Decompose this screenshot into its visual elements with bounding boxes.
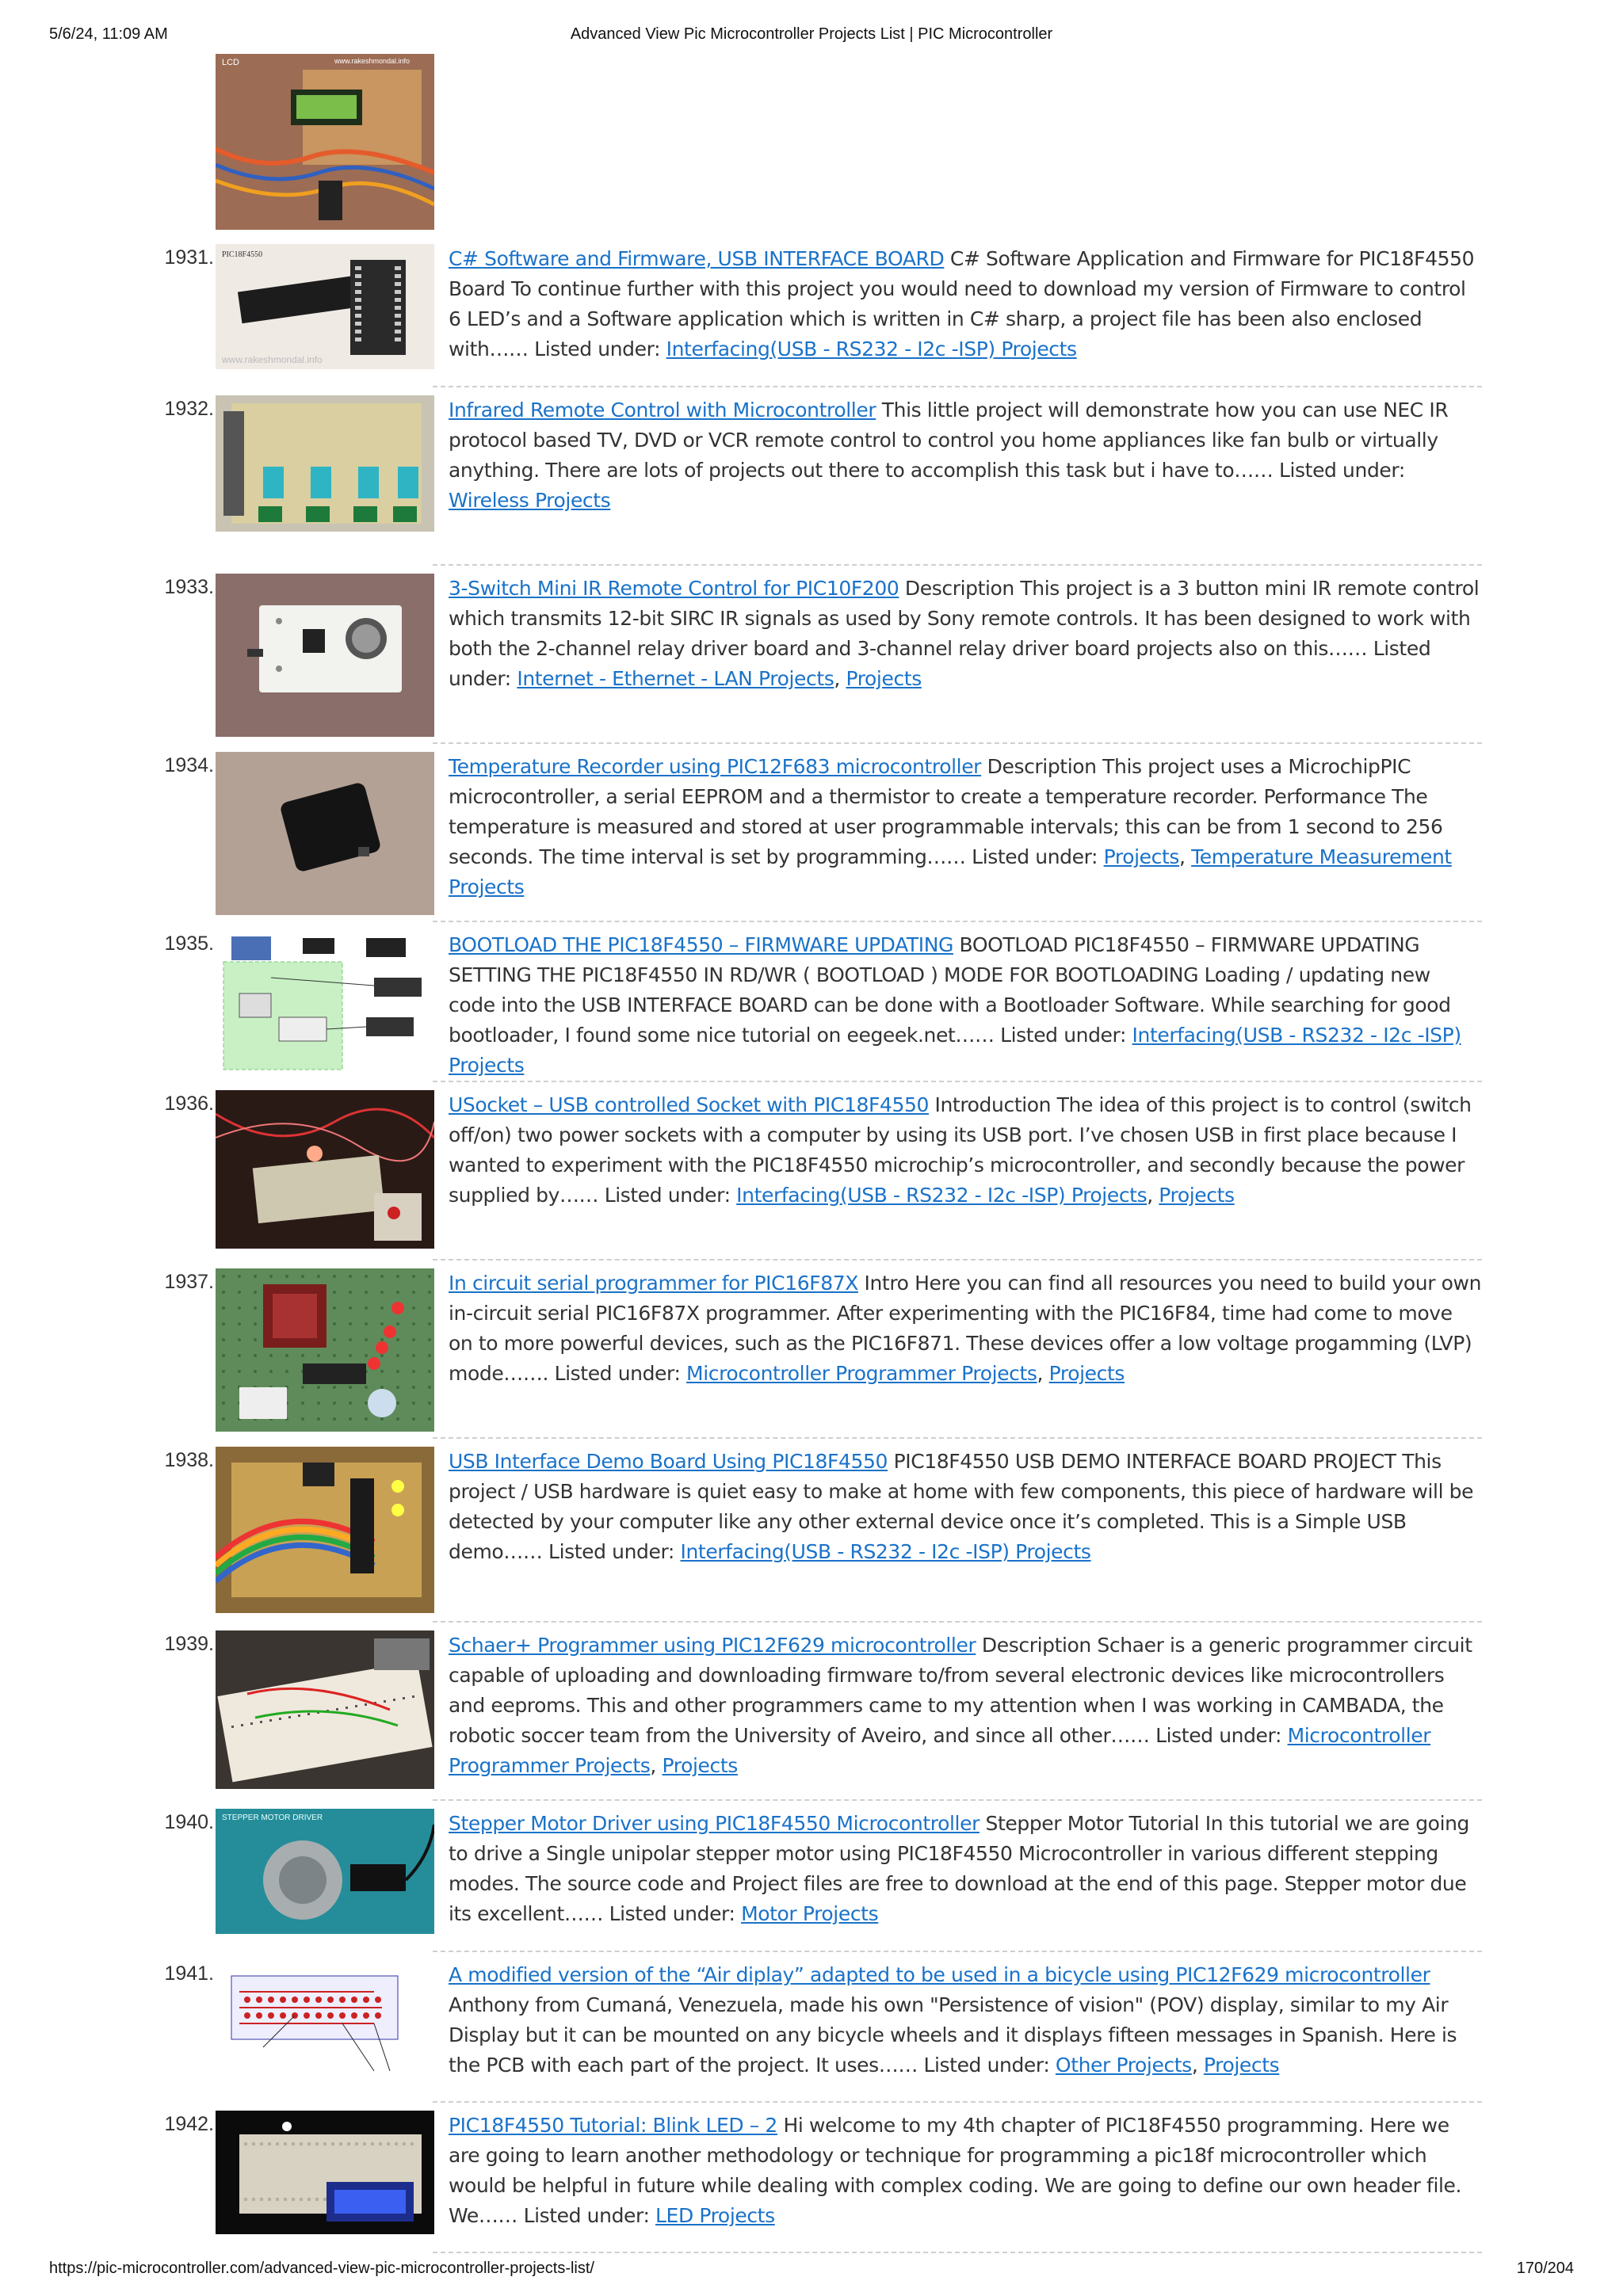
project-description: BOOTLOAD PIC18F4550 – FIRMWARE UPDATING SETTING THE PIC18F4550 IN RD/WR ( BOOTLOAD ) MODE FOR BOOTLOADING Loading / updating new code into the USB INTERFACE BOARD can be done with a Bootloader Software. While searching for good bootloader, I found some nice tutorial on eegeek.net…… Listed under: <box>449 933 1451 1047</box>
project-list-item <box>151 744 1482 922</box>
project-thumbnail[interactable] <box>216 2111 434 2234</box>
thumb-label: STEPPER MOTOR DRIVER <box>222 1814 323 1822</box>
print-url: https://pic-microcontroller.com/advanced-view-pic-microcontroller-projects-list/ <box>49 2260 594 2277</box>
project-list-item <box>151 1439 1482 1623</box>
category-separator: , <box>1191 2054 1204 2077</box>
project-list-item <box>151 1623 1482 1801</box>
project-list-item <box>151 1082 1482 1261</box>
project-thumbnail[interactable] <box>216 1447 434 1613</box>
category-link[interactable]: Interfacing(USB - RS232 - I2c -ISP) Projects <box>736 1184 1148 1207</box>
project-title-link[interactable]: PIC18F4550 Tutorial: Blink LED – 2 <box>449 2114 777 2137</box>
category-link[interactable]: Projects <box>846 667 922 690</box>
project-thumbnail[interactable] <box>216 1809 434 1934</box>
category-link[interactable]: Interfacing(USB - RS232 - I2c -ISP) Projects <box>680 1540 1091 1563</box>
category-link[interactable]: Wireless Projects <box>449 489 611 512</box>
project-title-link[interactable]: Temperature Recorder using PIC12F683 microcontroller <box>449 755 982 778</box>
category-link[interactable]: Microcontroller Programmer Projects <box>449 1724 1431 1777</box>
print-header <box>49 25 1574 48</box>
item-number: 1932. <box>164 398 214 420</box>
item-number: 1941. <box>164 1962 214 1985</box>
item-number: 1942. <box>164 2113 214 2135</box>
item-description-block <box>449 1268 1482 1389</box>
category-separator: , <box>650 1754 663 1777</box>
item-description-block <box>449 1447 1482 1567</box>
print-page-title: Advanced View Pic Microcontroller Projects List | PIC Microcontroller <box>570 25 1053 43</box>
category-separator: , <box>834 667 846 690</box>
project-thumbnail[interactable] <box>216 752 434 915</box>
thumb-label: PIC18F4550 <box>222 250 263 259</box>
item-description-block <box>449 574 1482 694</box>
item-number: 1933. <box>164 576 214 598</box>
print-datetime: 5/6/24, 11:09 AM <box>49 25 168 43</box>
item-description-block <box>449 1809 1482 1929</box>
category-link[interactable]: Projects <box>662 1754 738 1777</box>
project-description: Hi welcome to my 4th chapter of PIC18F4550 programming. Here we are going to learn another methodology or technique for programming a pic18f microcontroller which would be helpful in future while dealing with complex coding. We are going to define our own header file. We…… Listed under: <box>449 2114 1462 2227</box>
category-separator: , <box>1147 1184 1159 1207</box>
category-link[interactable]: Interfacing(USB - RS232 - I2c -ISP) Projects <box>449 1024 1461 1077</box>
item-number: 1940. <box>164 1811 214 1833</box>
item-number: 1936. <box>164 1093 214 1115</box>
item-description-block <box>449 2111 1482 2231</box>
item-number: 1939. <box>164 1633 214 1655</box>
category-link[interactable]: Internet - Ethernet - LAN Projects <box>517 667 834 690</box>
project-thumbnail[interactable] <box>216 930 434 1077</box>
project-description: Intro Here you can find all resources you need to build your own in-circuit serial PIC16F87X programmer. After experimenting with the PIC16F84, time had come to move on to more powerful devices, such as the PIC16F871. These devices offer a low voltage progamming (LVP) mode……. Listed under: <box>449 1272 1482 1385</box>
thumb-label: LCD <box>222 58 240 67</box>
project-title-link[interactable]: USB Interface Demo Board Using PIC18F4550 <box>449 1450 888 1473</box>
item-description-block <box>449 395 1482 516</box>
item-divider <box>433 2252 1482 2253</box>
category-link[interactable]: Projects <box>1048 1362 1125 1385</box>
project-list-item <box>151 387 1482 566</box>
category-link[interactable]: Temperature Measurement Projects <box>449 845 1452 898</box>
category-link[interactable]: Interfacing(USB - RS232 - I2c -ISP) Projects <box>666 338 1077 360</box>
project-list-item <box>151 1801 1482 1952</box>
project-title-link[interactable]: Stepper Motor Driver using PIC18F4550 Microcontroller <box>449 1812 980 1835</box>
project-description: Description Schaer is a generic programmer circuit capable of uploading and downloading firmware to/from several electronic devices like microcontrollers and eeproms. This and other programmers came to my attention when I was working in CAMBADA, the robotic soccer team from the University of Aveiro, and since all other…… Listed under: <box>449 1634 1472 1747</box>
project-list-item <box>151 566 1482 744</box>
project-thumbnail[interactable] <box>216 395 434 532</box>
item-description-block <box>449 1090 1482 1211</box>
print-page-number: 170/204 <box>1516 2260 1574 2277</box>
category-link[interactable]: Projects <box>1203 2054 1280 2077</box>
project-title-link[interactable]: Schaer+ Programmer using PIC12F629 microcontroller <box>449 1634 976 1657</box>
category-link[interactable]: LED Projects <box>655 2204 775 2227</box>
project-title-link[interactable]: A modified version of the “Air diplay” adapted to be used in a bicycle using PIC12F629 microcontroller <box>449 1963 1430 1986</box>
project-thumbnail[interactable] <box>216 1090 434 1249</box>
project-title-link[interactable]: USocket – USB controlled Socket with PIC18F4550 <box>449 1093 929 1116</box>
project-description: Description This project is a 3 button mini IR remote control which transmits 12-bit SIRC IR signals as used by Sony remote controls. It has been designed to work with both the 2-channel relay driver board and 3-channel relay driver board projects also on this…… Listed under: <box>449 577 1480 690</box>
project-list-item <box>151 2103 1482 2253</box>
project-list-item <box>151 1952 1482 2103</box>
project-description: C# Software Application and Firmware for PIC18F4550 Board To continue further with this project you would need to download my version of Firmware to control 6 LED’s and a Software application which is written in C# sharp, a project file has been also enclosed with…… Listed under: <box>449 247 1475 360</box>
item-number: 1934. <box>164 754 214 776</box>
project-description: Description This project uses a MicrochipPIC microcontroller, a serial EEPROM and a thermistor to create a temperature recorder. Performance The temperature is measured and stored at user programmable intervals; this can be from 1 second to 256 seconds. The time interval is set by programming…… Listed under: <box>449 755 1443 868</box>
category-link[interactable]: Projects <box>1103 845 1179 868</box>
category-link[interactable]: Microcontroller Programmer Projects <box>686 1362 1037 1385</box>
project-title-link[interactable]: BOOTLOAD THE PIC18F4550 – FIRMWARE UPDATING <box>449 933 953 956</box>
project-description: PIC18F4550 USB DEMO INTERFACE BOARD PROJECT This project / USB hardware is quiet easy to make at home with few components, this piece of hardware will be detected by your computer like any other external device once it’s completed. This is a Simple USB demo…… Listed under: <box>449 1450 1474 1563</box>
thumb-watermark: www.rakeshmondal.info <box>222 354 323 365</box>
project-title-link[interactable]: 3-Switch Mini IR Remote Control for PIC10F200 <box>449 577 899 600</box>
project-thumbnail[interactable] <box>216 1268 434 1432</box>
project-thumbnail[interactable] <box>216 1960 434 2090</box>
project-description: Anthony from Cumaná, Venezuela, made his own "Persistence of vision" (POV) display, similar to my Air Display but it can be mounted on any bicycle wheels and it displays fifteen messages in Spanish. Here is the PCB with each part of the project. It uses…… Listed under: <box>449 1993 1457 2077</box>
project-title-link[interactable]: Infrared Remote Control with Microcontroller <box>449 399 876 421</box>
project-thumbnail-lcd-board[interactable] <box>216 54 434 230</box>
item-description-block <box>449 1960 1482 2081</box>
project-thumbnail[interactable] <box>216 574 434 737</box>
project-list-item <box>151 922 1482 1082</box>
category-separator: , <box>1179 845 1192 868</box>
project-thumbnail[interactable] <box>216 1630 434 1789</box>
project-title-link[interactable]: C# Software and Firmware, USB INTERFACE BOARD <box>449 247 945 270</box>
project-thumbnail[interactable] <box>216 244 434 369</box>
item-description-block <box>449 930 1482 1081</box>
print-footer <box>49 2260 1574 2282</box>
item-number: 1937. <box>164 1271 214 1293</box>
item-number: 1938. <box>164 1449 214 1471</box>
project-description: Introduction The idea of this project is to control (switch off/on) two power sockets with a computer by using its USB port. I’ve chosen USB in first place because I wanted to experiment with the PIC18F4550 microchip’s microcontroller, and secondly because the power supplied by…… Listed under: <box>449 1093 1472 1207</box>
item-description-block <box>449 1630 1482 1781</box>
item-description-block <box>449 752 1482 902</box>
project-description: This little project will demonstrate how you can use NEC IR protocol based TV, DVD or VCR remote control to control you home appliances like fan bulb or virtually anything. There are lots of projects out there to accomplish this task but i have to…… Listed under: <box>449 399 1449 482</box>
item-number: 1931. <box>164 246 214 269</box>
category-separator: , <box>1037 1362 1049 1385</box>
item-number: 1935. <box>164 933 214 955</box>
category-link[interactable]: Other Projects <box>1055 2054 1192 2077</box>
item-description-block <box>449 244 1482 364</box>
thumb-watermark: www.rakeshmondal.info <box>334 57 411 65</box>
project-description: Stepper Motor Tutorial In this tutorial we are going to drive a Single unipolar stepper motor using PIC18F4550 Microcontroller in various different stepping modes. The source code and Project files are free to download at the end of this page. Stepper motor due its excellent…… Listed under: <box>449 1812 1470 1925</box>
project-list-item <box>151 1261 1482 1439</box>
category-link[interactable]: Projects <box>1159 1184 1235 1207</box>
project-list-item <box>151 236 1482 387</box>
category-link[interactable]: Motor Projects <box>741 1902 879 1925</box>
project-list <box>151 236 1482 2253</box>
project-title-link[interactable]: In circuit serial programmer for PIC16F87X <box>449 1272 858 1295</box>
